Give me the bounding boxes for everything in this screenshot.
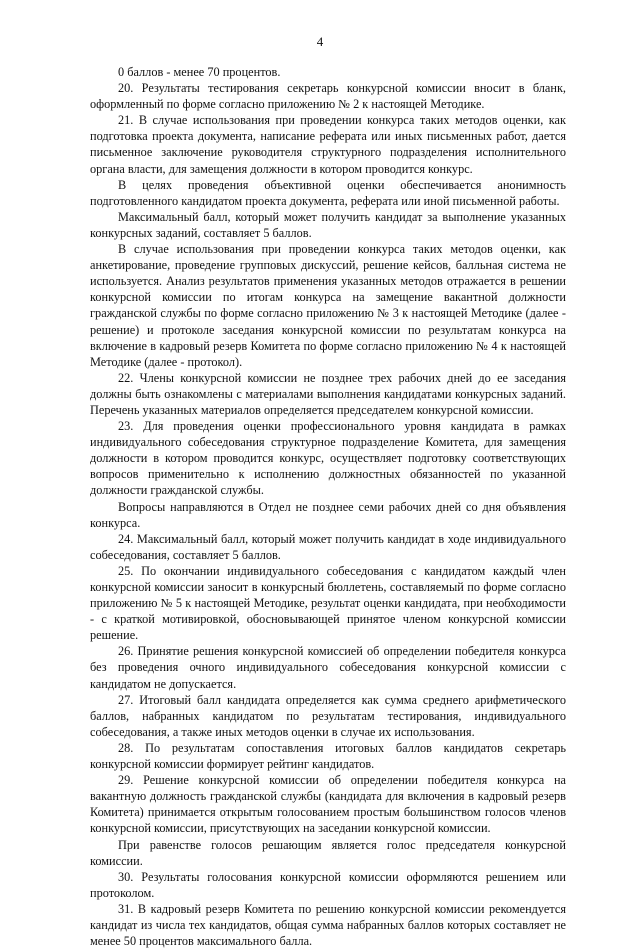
paragraph-other-methods: В случае использования при проведении конкурса таких методов оценки, как анкетирование, проведение групповых дискуссий, решение кейсов, балльная система не используется. Анализ результатов применения указанных методов отражается в решении конкурсной комиссии по итогам конкурса на замещение вакантной должности гражданской службы по форме согласно приложению № 3 к настоящей Методике (далее - решение) и протоколе заседания конкурсной комиссии по результатам конкурса на включение в кадровый резерв Комитета по форме согласно приложению № 4 к настоящей Методике (далее - протокол). xyxy=(90,242,566,369)
paragraph-grade-scale: 0 баллов - менее 70 процентов. xyxy=(118,65,281,79)
paragraph-item-21: 21. В случае использования при проведении конкурса таких методов оценки, как подготовка проекта документа, написание реферата или иных письменных работ, дается письменное заключение руководителя структурного подразделения исполнительного органа власти, для замещения должности в котором проводится конкурс. xyxy=(90,113,566,176)
paragraph-item-23: 23. Для проведения оценки профессионального уровня кандидата в рамках индивидуального собеседования структурное подразделение Комитета, для замещения должности в котором проводится конкурс, осуществляет подготовку соответствующих вопросов применительно к исполнению должностных обязанностей по указанной должности гражданской службы. xyxy=(90,419,566,498)
paragraph-item-24: 24. Максимальный балл, который может получить кандидат в ходе индивидуального собеседования, составляет 5 баллов. xyxy=(90,531,566,562)
paragraph-item-29: 29. Решение конкурсной комиссии об определении победителя конкурса на вакантную должность гражданской службы (кандидата для включения в кадровый резерв Комитета) принимается открытым голосованием простым большинством голосов членов конкурсной комиссии, присутствующих на заседании конкурсной комиссии. xyxy=(90,773,566,836)
paragraph-item-27: 27. Итоговый балл кандидата определяется как сумма среднего арифметического баллов, набранных кандидатом по результатам тестирования, индивидуального собеседования, а также иных методов оценки в случае их использования. xyxy=(90,692,566,739)
paragraph-item-26: 26. Принятие решения конкурсной комиссией об определении победителя конкурса без проведения очного индивидуального собеседования конкурсной комиссии с кандидатом не допускается. xyxy=(90,644,566,691)
paragraph-max-score-tasks: Максимальный балл, который может получить кандидат за выполнение указанных конкурсных заданий, составляет 5 баллов. xyxy=(90,209,566,240)
paragraph-item-20: 20. Результаты тестирования секретарь конкурсной комиссии вносит в бланк, оформленный по форме согласно приложению № 2 к настоящей Методике. xyxy=(90,81,566,112)
document-body xyxy=(90,64,566,949)
page-number: 4 xyxy=(316,34,324,49)
paragraph-anonymity: В целях проведения объективной оценки обеспечивается анонимность подготовленного кандидатом проекта документа, реферата или иной письменной работы. xyxy=(90,177,566,208)
paragraph-item-30: 30. Результаты голосования конкурсной комиссии оформляются решением или протоколом. xyxy=(90,869,566,900)
paragraph-item-25: 25. По окончании индивидуального собеседования с кандидатом каждый член конкурсной комиссии заносит в конкурсный бюллетень, составляемый по форме согласно приложению № 5 к настоящей Методике, результат оценки кандидата, при необходимости - с краткой мотивировкой, обосновывающей принятое членом конкурсной комиссии решение. xyxy=(90,563,566,643)
paragraph-item-22: 22. Члены конкурсной комиссии не позднее трех рабочих дней до ее заседания должны быть ознакомлены с материалами выполнения кандидатами конкурсных заданий. Перечень указанных материалов определяется председателем конкурсной комиссии. xyxy=(90,370,566,417)
paragraph-tie-vote: При равенстве голосов решающим является голос председателя конкурсной комиссии. xyxy=(90,837,566,868)
paragraph-questions-deadline: Вопросы направляются в Отдел не позднее семи рабочих дней со дня объявления конкурса. xyxy=(90,499,566,530)
paragraph-item-28: 28. По результатам сопоставления итоговых баллов кандидатов секретарь конкурсной комиссии формирует рейтинг кандидатов. xyxy=(90,740,566,772)
paragraph-item-31: 31. В кадровый резерв Комитета по решению конкурсной комиссии рекомендуется кандидат из числа тех кандидатов, общая сумма набранных баллов которых составляет не менее 50 процентов максимального балла. xyxy=(90,901,566,949)
